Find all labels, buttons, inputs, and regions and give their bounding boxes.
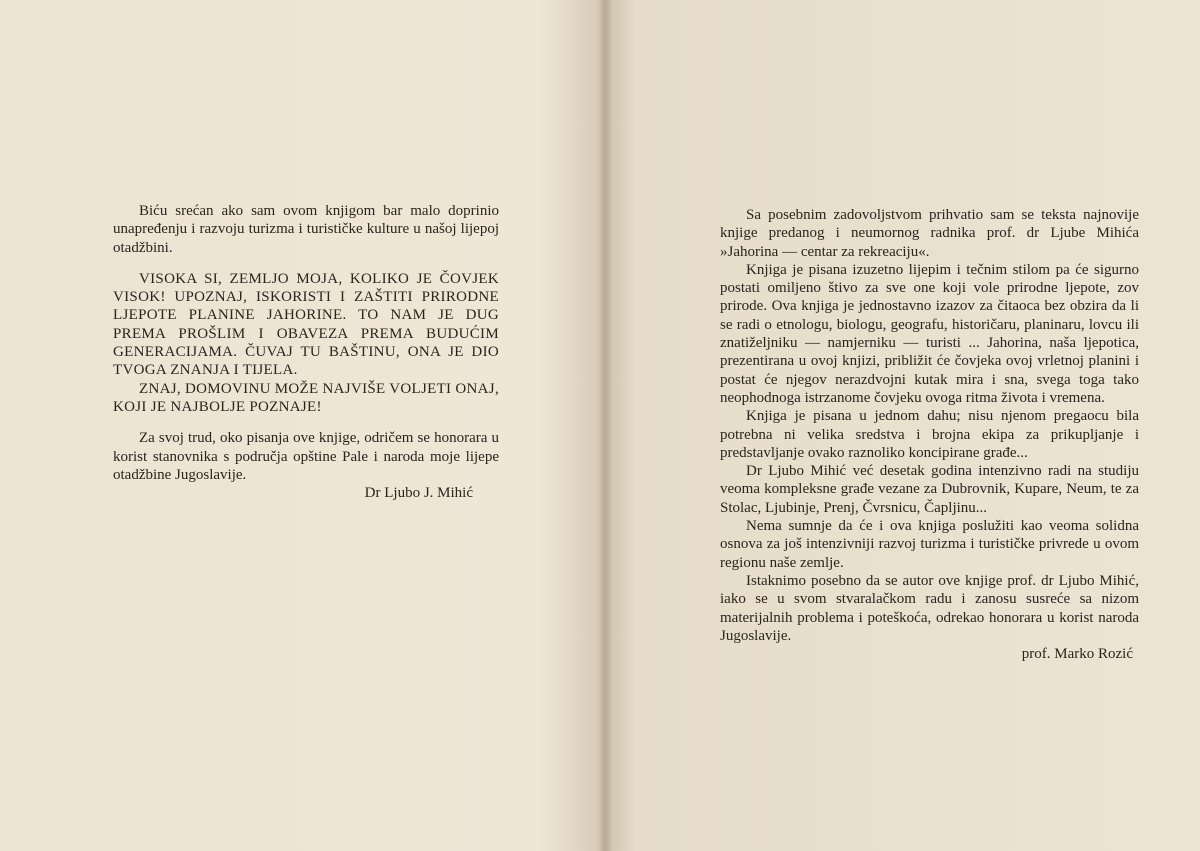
honorarium-paragraph: Za svoj trud, oko pisanja ove knjige, odričem se honorara u korist stanovnika s područja opštine Pale i naroda moje lijepe otadžbine Jugoslavije. [113,430,499,483]
foreword-paragraph: Knjiga je pisana izuzetno lijepim i tečnim stilom pa će sigurno postati omiljeno štivo za sve one koji vole prirodne ljepote, zov prirode. Ova knjiga je jednostavno izazov za čitaoca bez obzira da li se radi o etnologu, biologu, geografu, historičaru, planinaru, lovcu ili znatiželjniku — namjerniku — turisti ... Jahorina, naša ljepotica, prezentirana u ovoj knjizi, približit će čovjeka ovoj vrletnoj planini i postat će njegov nerazdvojni kutak mira i sna, svega toga tako neophodnoga istrzanome čovjeku ovoga ritma života i vremena. [720,261,1139,406]
author-signature: Dr Ljubo J. Mihić [364,485,473,502]
foreword-paragraph: Istaknimo posebno da se autor ove knjige prof. dr Ljubo Mihić, iako se u svom stvaralačkom radu i zanosu susreće sa nizom materijalnih problema i poteškoća, odrekao honorara u korist naroda Jugoslavije. [720,572,1139,644]
foreword-signature: prof. Marko Rozić [1021,646,1133,663]
intro-paragraph: Biću srećan ako sam ovom knjigom bar malo doprinio unapređenju i razvoju turizma i turističke kulture u našoj lijepoj otadžbini. [113,203,499,256]
foreword-paragraph: Dr Ljubo Mihić već desetak godina intenzivno radi na studiju veoma kompleksne građe vezane za Dubrovnik, Kupare, Neum, te za Stolac, Ljubinje, Prenj, Čvrsnicu, Čapljinu... [720,463,1139,516]
right-page-text [720,206,1139,663]
foreword-paragraph: Sa posebnim zadovoljstvom prihvatio sam se teksta najnovije knjige predanog i neumornog radnika prof. dr Ljube Mihića »Jahorina — centar za rekreaciju«. [720,207,1139,260]
appeal-paragraph-2: ZNAJ, DOMOVINU MOŽE NAJVIŠE VOLJETI ONAJ, KOJI JE NAJBOLJE POZNAJE! [113,380,499,415]
book-gutter [598,0,612,851]
foreword-paragraph: Nema sumnje da će i ova knjiga poslužiti kao veoma solidna osnova za još intenzivniji razvoj turizma i turističke privrede u ovom regionu naše zemlje. [720,518,1139,571]
appeal-paragraph: VISOKA SI, ZEMLJO MOJA, KOLIKO JE ČOVJEK VISOK! UPOZNAJ, ISKORISTI I ZAŠTITI PRIRODNE LJEPOTE PLANINE JAHORINE. TO NAM JE DUG PREMA PROŠLIM I OBAVEZA PREMA BUDUĆIM GENERACIJAMA. ČUVAJ TU BAŠTINU, ONA JE DIO TVOGA ZNANJA I TIJELA. [113,270,499,379]
foreword-paragraph: Knjiga je pisana u jednom dahu; nisu njenom pregaocu bila potrebna ni velika sredstva i brojna ekipa za prikupljanje i predstavljanje ovako raznoliko koncipirane građe... [720,408,1139,461]
left-page-text [113,202,499,502]
